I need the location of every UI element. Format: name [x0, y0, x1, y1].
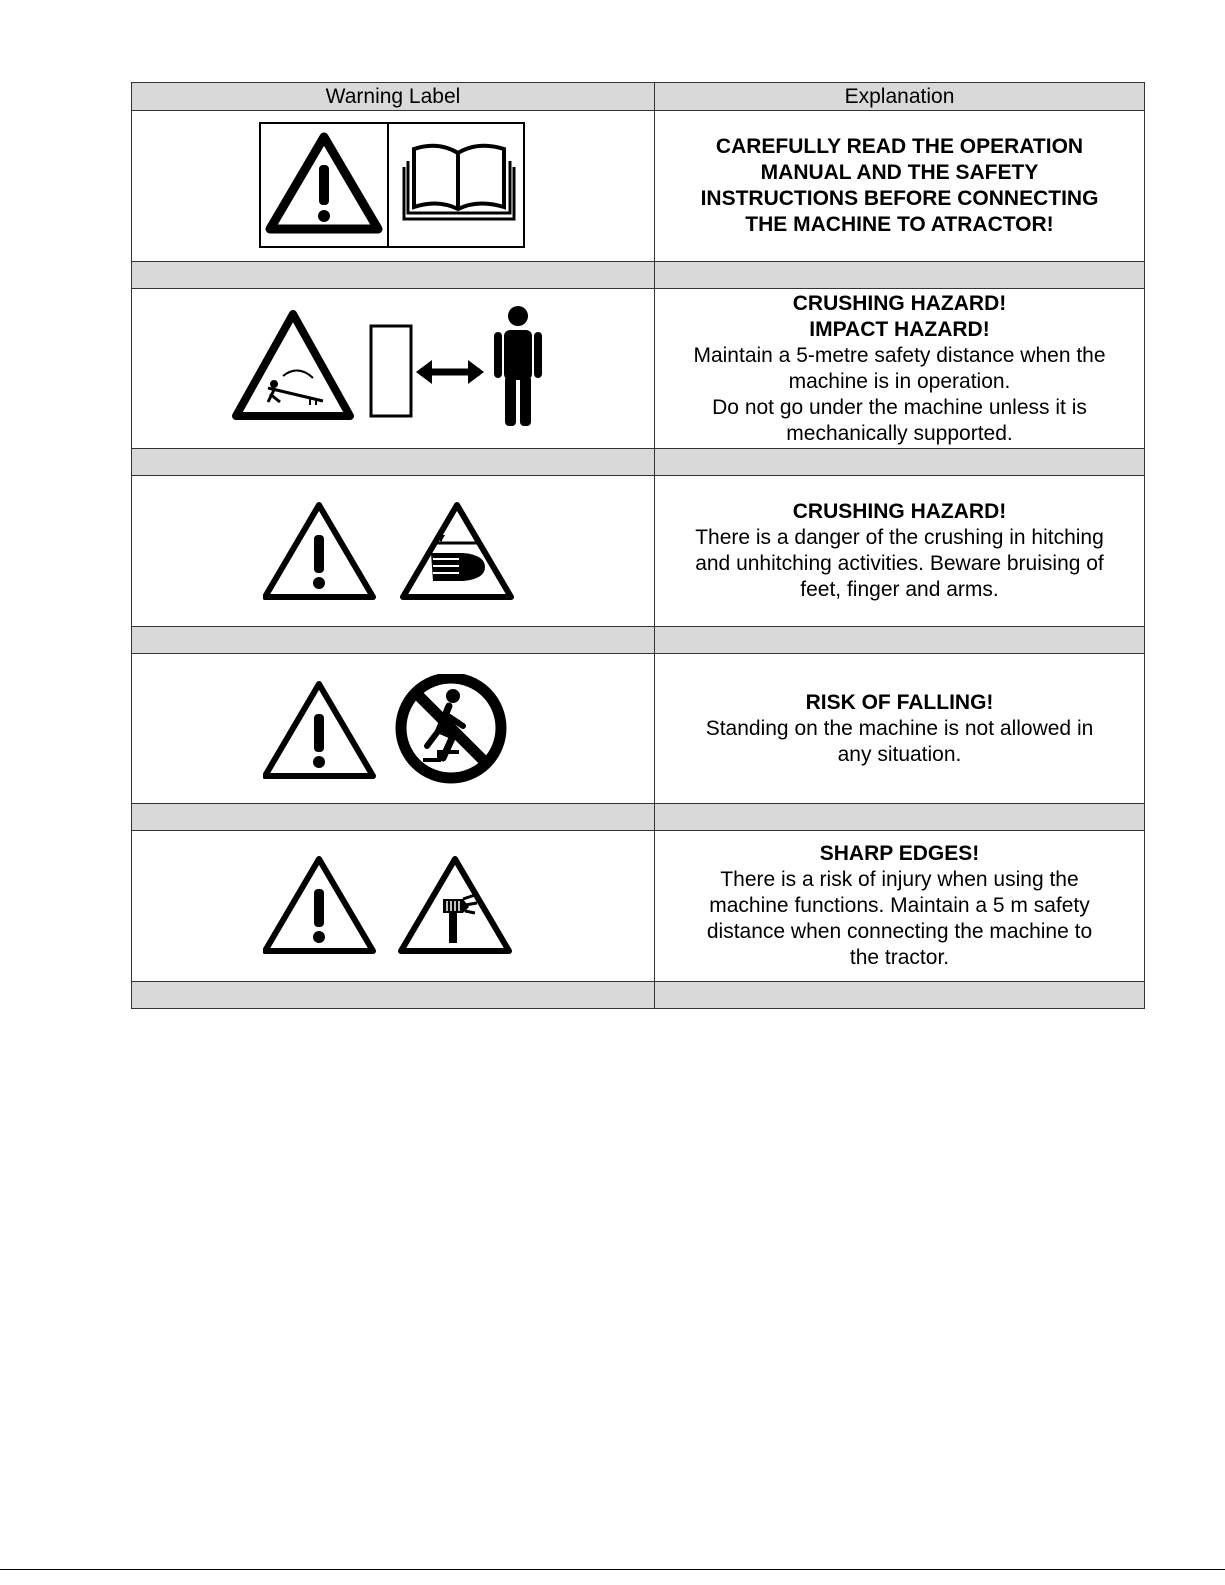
no-stepping-icon	[401, 678, 501, 778]
explanation-heading: MANUAL AND THE SAFETY	[760, 161, 1039, 184]
table-row	[132, 654, 1145, 804]
explanation-cell	[655, 476, 1145, 627]
explanation-heading: CAREFULLY READ THE OPERATION	[715, 135, 1084, 158]
explanation-cell	[655, 289, 1145, 449]
spacer-row	[132, 804, 1145, 831]
warning-label-cell	[132, 476, 655, 627]
explanation-text: any situation.	[837, 742, 962, 766]
explanation-text: Do not go under the machine unless it is	[712, 395, 1087, 419]
hand-crush-triangle-icon	[403, 505, 511, 597]
explanation-cell	[655, 654, 1145, 804]
explanation-heading: IMPACT HAZARD!	[809, 317, 990, 341]
explanation-heading: RISK OF FALLING!	[805, 690, 994, 714]
explanation-text: Maintain a 5-metre safety distance when the	[693, 343, 1106, 367]
explanation-heading: CRUSHING HAZARD!	[792, 500, 1007, 523]
warning-label-cell	[132, 831, 655, 982]
crushing-impact-triangle-icon	[236, 314, 350, 416]
spacer-row	[132, 262, 1145, 289]
table-row	[132, 476, 1145, 627]
sharp-edges-triangle-icon	[401, 859, 509, 951]
explanation-text: distance when connecting the machine to	[706, 920, 1093, 943]
warning-label-cell	[132, 111, 655, 262]
explanation-text: mechanically supported.	[786, 421, 1013, 445]
warning-label-cell	[132, 289, 655, 449]
explanation-text: There is a danger of the crushing in hitching	[695, 526, 1104, 549]
warning-triangle-icon	[265, 505, 373, 597]
explanation-text: There is a risk of injury when using the	[720, 868, 1079, 891]
explanation-text: machine is in operation.	[788, 369, 1011, 393]
header-warning-label: Warning Label	[132, 83, 655, 111]
warning-label-cell	[132, 654, 655, 804]
explanation-cell	[655, 831, 1145, 982]
table-header-row	[132, 83, 1145, 111]
safety-distance-icon	[371, 306, 542, 426]
explanation-heading: THE MACHINE TO ATRACTOR!	[745, 213, 1054, 236]
warning-label-table	[131, 82, 1145, 1009]
explanation-text: the tractor.	[849, 946, 950, 969]
explanation-heading: SHARP EDGES!	[819, 842, 980, 865]
spacer-row	[132, 449, 1145, 476]
explanation-text: and unhitching activities. Beware bruising of	[695, 552, 1104, 575]
warning-triangle-icon	[265, 684, 373, 776]
spacer-row	[132, 982, 1145, 1009]
explanation-text: Standing on the machine is not allowed in	[705, 716, 1094, 740]
explanation-heading: CRUSHING HAZARD!	[792, 291, 1007, 315]
table-row	[132, 831, 1145, 982]
explanation-heading: INSTRUCTIONS BEFORE CONNECTING	[700, 187, 1099, 210]
table-row	[132, 289, 1145, 449]
explanation-cell	[655, 111, 1145, 262]
spacer-row	[132, 627, 1145, 654]
table-row	[132, 111, 1145, 262]
warning-triangle-icon	[265, 859, 373, 951]
page-footer-line	[0, 1569, 1225, 1570]
header-explanation: Explanation	[655, 83, 1145, 111]
explanation-text: feet, finger and arms.	[800, 578, 999, 601]
explanation-text: machine functions. Maintain a 5 m safety	[709, 894, 1090, 917]
